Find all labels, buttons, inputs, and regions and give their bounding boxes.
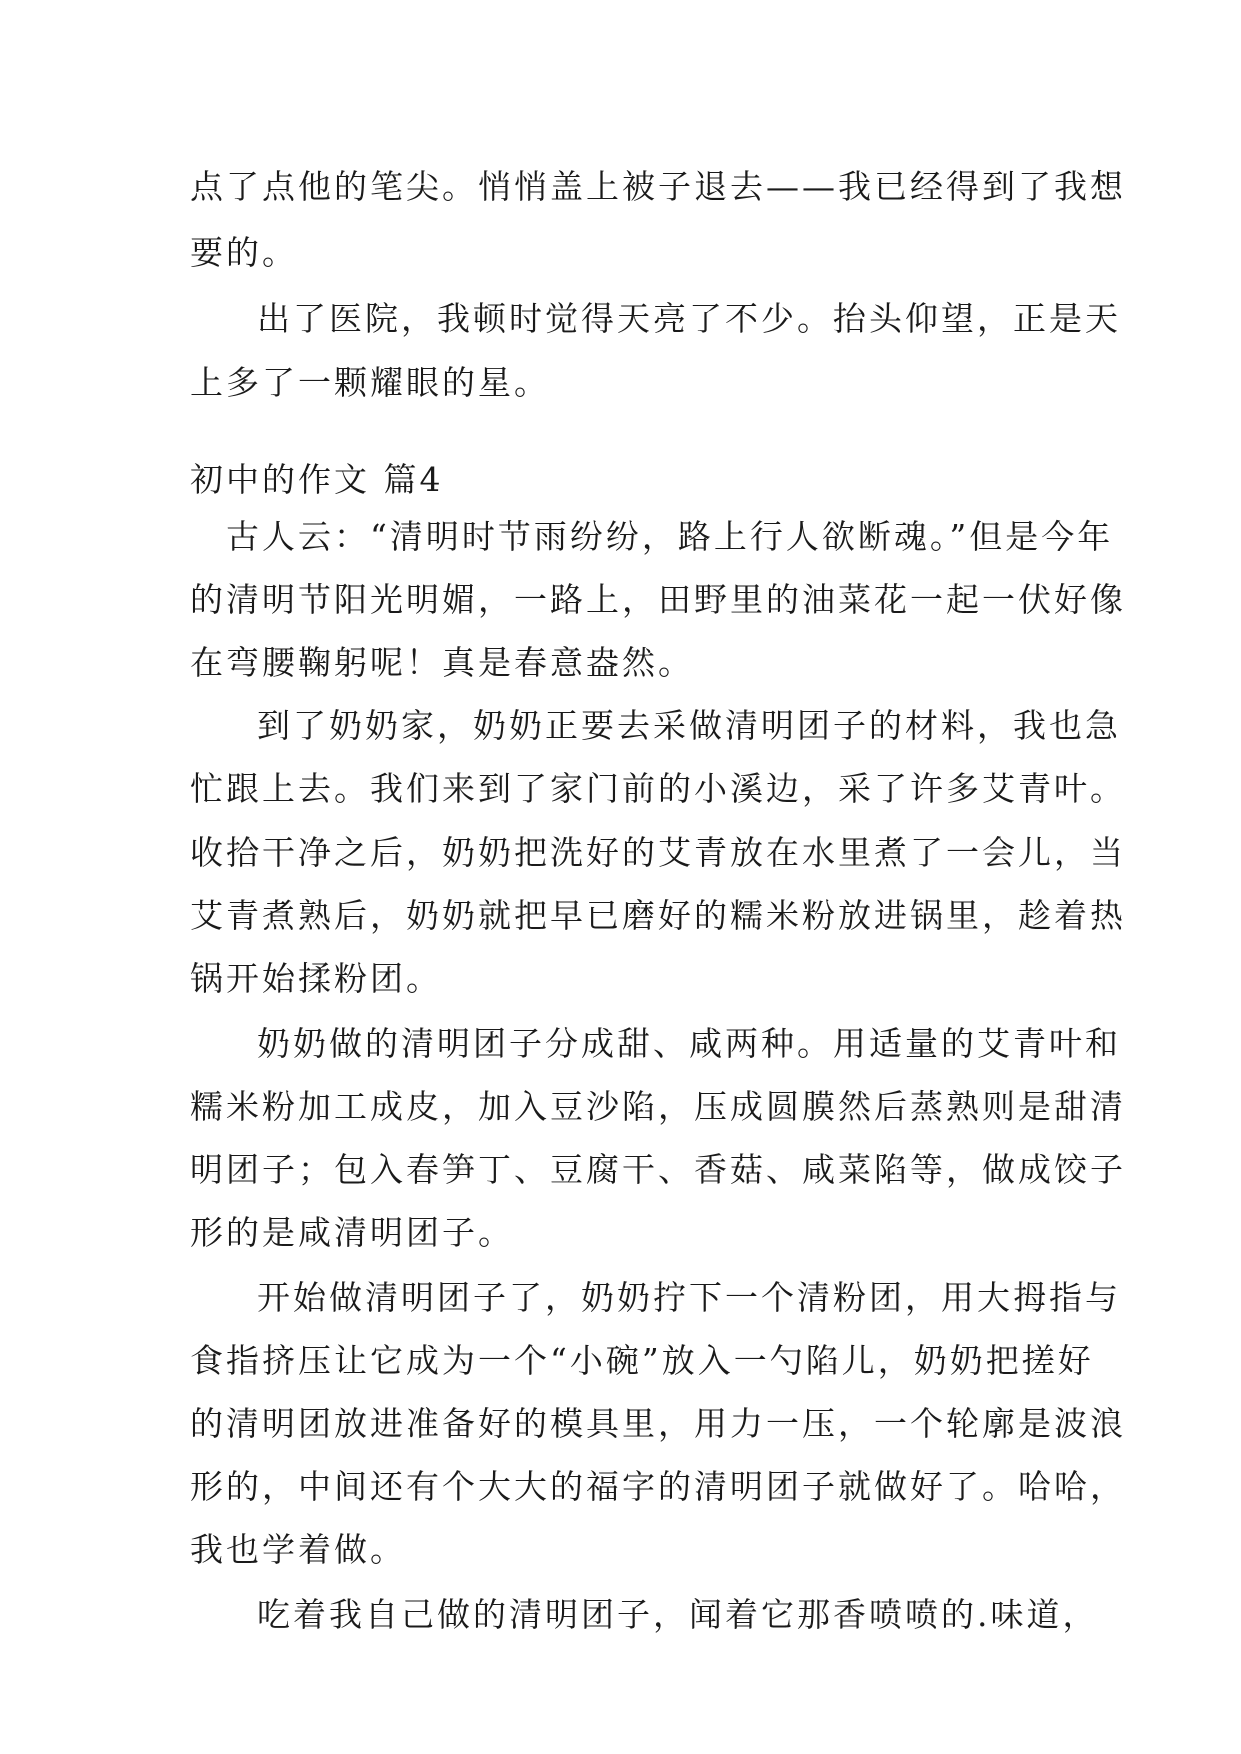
text-line: 在弯腰鞠躬呢！真是春意盎然。 bbox=[190, 643, 694, 682]
text-line: 艾青煮熟后，奶奶就把早已磨好的糯米粉放进锅里，趁着热 bbox=[190, 896, 1126, 935]
paragraph-start: 开始做清明团子了，奶奶拧下一个清粉团，用大拇指与 bbox=[257, 1278, 1121, 1317]
text-line: 明团子；包入春笋丁、豆腐干、香菇、咸菜陷等，做成饺子 bbox=[190, 1150, 1126, 1189]
text-line: 食指挤压让它成为一个“小碗”放入一勺陷儿，奶奶把搓好 bbox=[190, 1341, 1094, 1380]
section-heading: 初中的作文 篇4 bbox=[190, 460, 444, 499]
text-line: 我也学着做。 bbox=[190, 1530, 406, 1569]
text-line: 的清明团放进准备好的模具里，用力一压，一个轮廓是波浪 bbox=[190, 1404, 1126, 1443]
text-line: 要的。 bbox=[190, 233, 298, 272]
paragraph-start: 古人云：“清明时节雨纷纷，路上行人欲断魂。”但是今年 bbox=[226, 517, 1114, 556]
text-line: 形的，中间还有个大大的福字的清明团子就做好了。哈哈， bbox=[190, 1467, 1126, 1506]
paragraph-start: 出了医院，我顿时觉得天亮了不少。抬头仰望，正是天 bbox=[257, 299, 1121, 338]
text-line: 形的是咸清明团子。 bbox=[190, 1213, 514, 1252]
text-line: 锅开始揉粉团。 bbox=[190, 959, 442, 998]
paragraph-start: 奶奶做的清明团子分成甜、咸两种。用适量的艾青叶和 bbox=[257, 1024, 1121, 1063]
text-line: 忙跟上去。我们来到了家门前的小溪边，采了许多艾青叶。 bbox=[190, 769, 1126, 808]
text-line: 上多了一颗耀眼的星。 bbox=[190, 363, 550, 402]
text-line: 的清明节阳光明媚，一路上，田野里的油菜花一起一伏好像 bbox=[190, 580, 1126, 619]
paragraph-start: 吃着我自己做的清明团子，闻着它那香喷喷的.味道， bbox=[257, 1595, 1099, 1634]
text-line: 收拾干净之后，奶奶把洗好的艾青放在水里煮了一会儿，当 bbox=[190, 833, 1126, 872]
paragraph-start: 到了奶奶家，奶奶正要去采做清明团子的材料，我也急 bbox=[257, 706, 1121, 745]
text-line: 糯米粉加工成皮，加入豆沙陷，压成圆膜然后蒸熟则是甜清 bbox=[190, 1087, 1126, 1126]
text-line: 点了点他的笔尖。悄悄盖上被子退去——我已经得到了我想 bbox=[190, 167, 1126, 206]
